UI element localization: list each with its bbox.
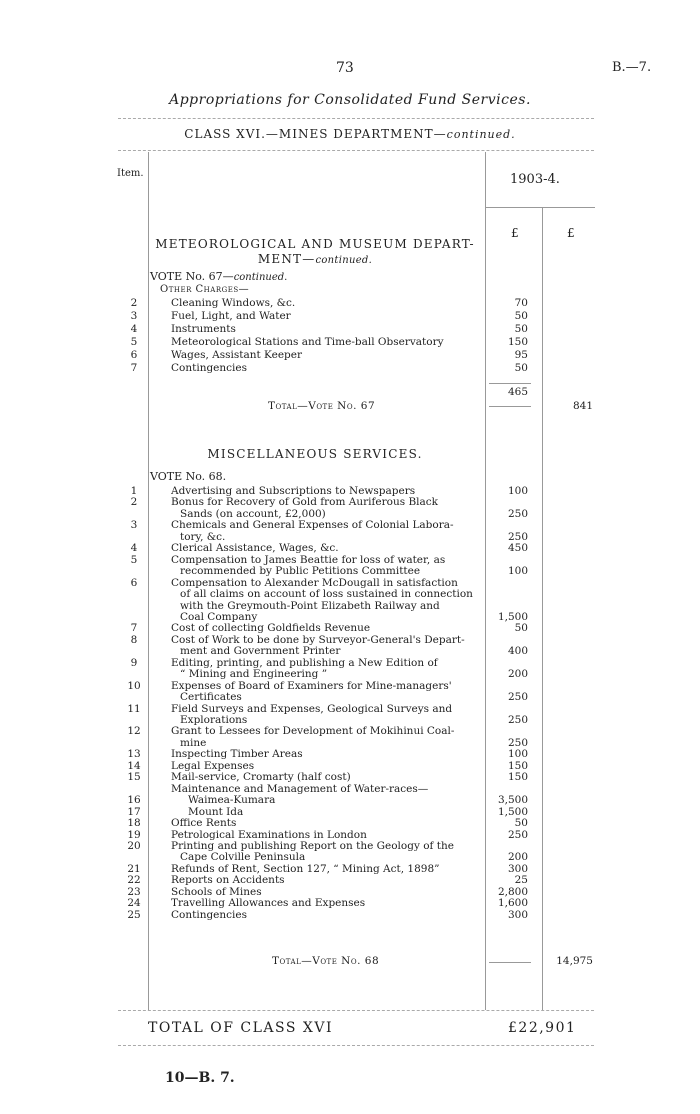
item-amount: 200 [507, 668, 528, 681]
item-amount: 100 [507, 565, 528, 578]
item-amount: 200 [507, 851, 528, 864]
item-description: Schools of Mines [171, 885, 262, 898]
item-amount: 400 [507, 645, 528, 658]
item-description: Refunds of Rent, Section 127, “ Mining Act, 1898” [171, 862, 440, 875]
item-amount: 250 [507, 714, 528, 726]
class-title [0, 127, 700, 141]
vote-68-heading: VOTE No. 68. [150, 470, 227, 483]
item-description: Grant to Lessees for Development of Mokihinui Coal- [171, 725, 455, 738]
item-description: Maintenance and Management of Water-races— [171, 782, 429, 795]
item-number: 14 [127, 759, 141, 772]
total-column-divider [542, 208, 543, 1010]
currency-symbol-col1: £ [511, 226, 519, 240]
item-description: Wages, Assistant Keeper [171, 349, 302, 361]
item-description: Explorations [180, 714, 248, 726]
item-description: Travelling Allowances and Expenses [171, 897, 366, 910]
item-number: 20 [127, 839, 141, 852]
item-number: 25 [127, 908, 141, 921]
vote-67-heading [150, 270, 287, 283]
item-number: 2 [130, 496, 138, 509]
misc-section-title: MISCELLANEOUS SERVICES. [207, 447, 423, 461]
item-amount: 50 [514, 323, 528, 335]
item-description: “ Mining and Engineering ” [180, 668, 328, 681]
item-description: Cleaning Windows, &c. [171, 297, 296, 309]
item-amount: 50 [514, 362, 528, 374]
item-amount: 150 [507, 336, 528, 348]
meteo-section-title-line2 [150, 252, 480, 266]
item-amount: 100 [507, 485, 528, 497]
item-amount: 70 [514, 297, 528, 309]
item-description: of all claims on account of loss sustained in connection [180, 588, 473, 601]
amount-column-divider [485, 152, 486, 1010]
class-title-suffix: continued. [446, 128, 516, 141]
item-number: 15 [127, 771, 141, 784]
page-number: 73 [336, 60, 354, 76]
item-number: 12 [127, 725, 141, 738]
class-rule [118, 150, 594, 151]
item-amount: 3,500 [497, 794, 528, 807]
header-rule [118, 118, 594, 119]
item-description: Inspecting Timber Areas [171, 748, 303, 761]
item-number: 7 [130, 362, 138, 374]
item-amount: 250 [507, 736, 528, 749]
item-number: 4 [130, 542, 138, 555]
item-number: 21 [127, 862, 141, 875]
item-description: Reports on Accidents [171, 874, 285, 887]
grand-total-bottom-rule [118, 1045, 594, 1046]
meteo-subtotal-amount: 465 [507, 386, 528, 398]
item-description: tory, &c. [180, 530, 226, 543]
item-description: Cost of collecting Goldfields Revenue [171, 622, 371, 635]
item-amount: 50 [514, 817, 528, 830]
item-number: 19 [127, 828, 141, 841]
item-amount: 450 [507, 542, 528, 555]
item-number: 3 [130, 310, 138, 322]
item-description: Cost of Work to be done by Surveyor-General's Depart- [171, 633, 465, 646]
item-number: 6 [130, 576, 138, 589]
grand-total-amount: £22,901 [508, 1020, 577, 1036]
vote-67-total-label: Total—Vote No. 67 [268, 400, 376, 412]
item-number: 10 [127, 679, 141, 692]
item-description: Contingencies [171, 362, 247, 374]
item-number: 13 [127, 748, 141, 761]
class-title-text: CLASS XVI.—MINES DEPARTMENT— [184, 127, 447, 141]
vote-68-total-rule [489, 962, 531, 963]
item-description: Advertising and Subscriptions to Newspapers [171, 485, 416, 497]
item-amount: 25 [514, 874, 528, 887]
item-amount: 1,600 [497, 897, 528, 910]
item-number: 8 [130, 633, 138, 646]
meteo-section-title-line1: METEOROLOGICAL AND MUSEUM DEPART- [155, 237, 475, 251]
meteo-title-suffix: continued. [315, 255, 373, 266]
item-number: 17 [127, 805, 141, 818]
item-number: 2 [130, 297, 138, 309]
item-amount: 100 [507, 748, 528, 761]
item-amount: 300 [507, 862, 528, 875]
item-amount: 50 [514, 310, 528, 322]
grand-total-top-rule [118, 1010, 594, 1011]
item-number: 5 [130, 336, 138, 348]
vote-68-total-label: Total—Vote No. 68 [272, 955, 380, 967]
item-description: Cape Colville Peninsula [180, 851, 306, 864]
item-description: Bonus for Recovery of Gold from Auriferous Black [171, 496, 439, 509]
item-number: 24 [127, 897, 141, 910]
item-description: Waimea-Kumara [188, 794, 276, 807]
vote-67-total-rule [489, 406, 531, 407]
item-amount: 250 [507, 530, 528, 543]
year-rule [485, 207, 595, 208]
meteo-title-text: MENT— [257, 252, 316, 266]
item-amount: 250 [507, 828, 528, 841]
item-number: 6 [130, 349, 138, 361]
item-amount: 300 [507, 908, 528, 921]
item-description: Expenses of Board of Examiners for Mine-managers' [171, 679, 452, 692]
item-description: ment and Government Printer [180, 645, 341, 658]
item-description: Compensation to James Beattie for loss of water, as [171, 553, 446, 566]
item-description: Clerical Assistance, Wages, &c. [171, 542, 339, 555]
item-number: 16 [127, 794, 141, 807]
item-amount: 50 [514, 622, 528, 635]
item-column-divider [148, 152, 149, 1010]
item-number: 9 [130, 656, 138, 669]
item-amount: 150 [507, 771, 528, 784]
item-description: Sands (on account, £2,000) [180, 507, 326, 520]
grand-total-label: TOTAL OF CLASS XVI [148, 1020, 333, 1036]
item-description: recommended by Public Petitions Committee [180, 565, 421, 578]
item-number: 22 [127, 874, 141, 887]
item-amount: 250 [507, 691, 528, 704]
item-description: Contingencies [171, 908, 247, 921]
item-description: Office Rents [171, 817, 237, 830]
item-description: Compensation to Alexander McDougall in satisfaction [171, 576, 458, 589]
item-number: 4 [130, 323, 138, 335]
currency-symbol-col2: £ [567, 226, 575, 240]
year-header: 1903-4. [510, 172, 560, 187]
footer-signature: 10—B. 7. [165, 1070, 235, 1086]
item-description: Meteorological Stations and Time-ball Observatory [171, 336, 444, 348]
item-description: Petrological Examinations in London [171, 828, 367, 841]
item-amount: 150 [507, 759, 528, 772]
item-number: 7 [130, 622, 138, 635]
item-description: Mail-service, Cromarty (half cost) [171, 771, 351, 784]
item-number: 18 [127, 817, 141, 830]
item-number: 11 [127, 702, 141, 715]
item-description: Printing and publishing Report on the Geology of the [171, 839, 454, 852]
vote-67-label: VOTE No. 67— [150, 270, 234, 283]
item-description: Coal Company [180, 610, 258, 623]
item-description: Legal Expenses [171, 759, 255, 772]
item-amount: 95 [514, 349, 528, 361]
other-charges-subheading: Other Charges— [160, 284, 250, 295]
item-description: Mount Ida [188, 805, 244, 818]
item-column-header: Item. [117, 168, 144, 179]
item-amount: 2,800 [497, 885, 528, 898]
item-amount: 1,500 [497, 610, 528, 623]
item-description: Editing, printing, and publishing a New Edition of [171, 656, 438, 669]
item-description: with the Greymouth-Point Elizabeth Railway and [180, 599, 440, 612]
item-description: Fuel, Light, and Water [171, 310, 291, 322]
item-number: 23 [127, 885, 141, 898]
item-description: Instruments [171, 323, 236, 335]
vote-67-suffix: continued. [233, 272, 288, 283]
item-number: 1 [130, 485, 138, 497]
page-title: Appropriations for Consolidated Fund Services. [169, 92, 531, 108]
item-description: Certificates [180, 691, 242, 704]
item-amount: 250 [507, 507, 528, 520]
item-description: Chemicals and General Expenses of Colonial Labora- [171, 519, 454, 532]
item-number: 5 [130, 553, 138, 566]
vote-68-total-amount: 14,975 [556, 955, 593, 967]
item-number: 3 [130, 519, 138, 532]
item-description: mine [180, 736, 207, 749]
item-description: Field Surveys and Expenses, Geological Surveys and [171, 702, 453, 715]
item-amount: 1,500 [497, 805, 528, 818]
meteo-subtotal-rule [489, 383, 531, 384]
vote-67-total-amount: 841 [572, 400, 593, 412]
document-reference: B.—7. [612, 60, 652, 75]
